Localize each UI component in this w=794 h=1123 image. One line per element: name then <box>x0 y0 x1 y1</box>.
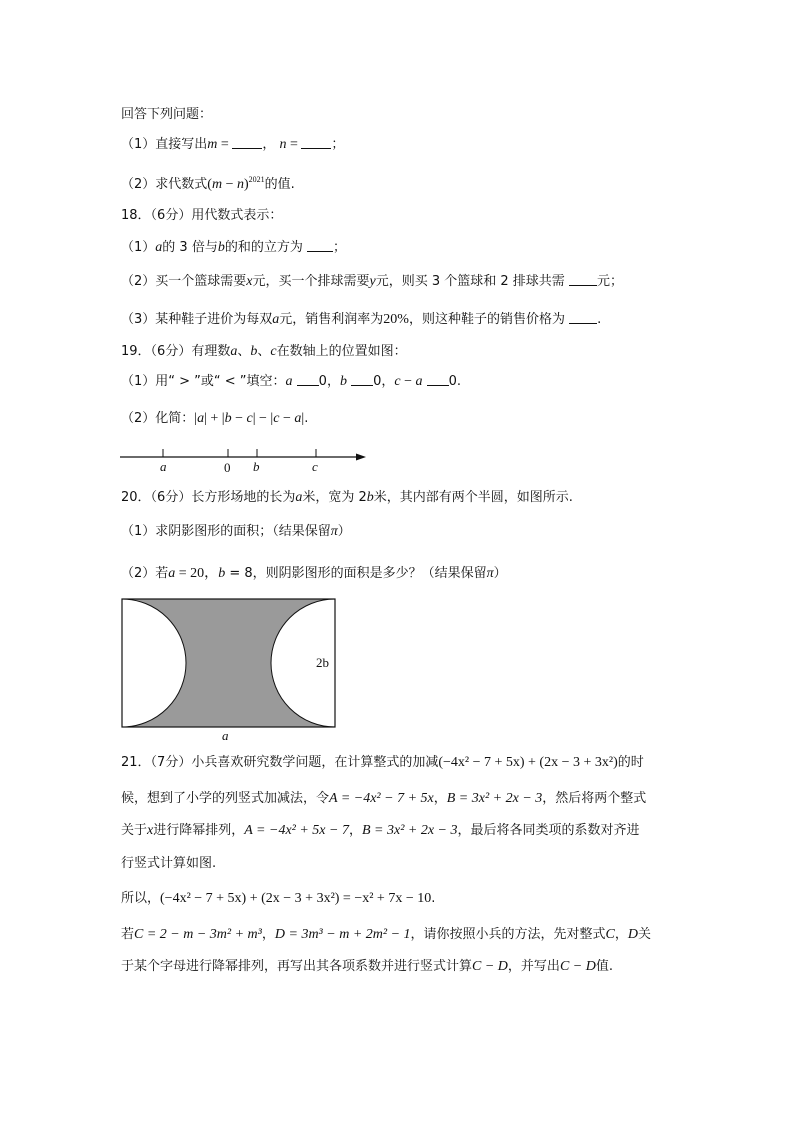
number-line <box>118 444 370 478</box>
q21-line1: 21．（7分）小兵喜欢研究数学问题，在计算整式的加减(−4x² − 7 + 5x) + (2x − 3 + 3x²)的时 <box>121 755 644 770</box>
answer-blank[interactable] <box>232 136 262 149</box>
q19-part1: （1）用“ > ”或“ < ”填空：a 0，b 0，c − a 0. <box>121 374 462 389</box>
label-a: a <box>160 459 167 474</box>
q21-line3: 关于x进行降幂排列，A = −4x² + 5x − 7，B = 3x² + 2x − 3，最后将各同类项的系数对齐进 <box>121 823 640 838</box>
answer-blank[interactable] <box>569 311 597 324</box>
answer-blank[interactable] <box>297 373 319 386</box>
intro-text: 回答下列问题： <box>121 107 213 122</box>
q18-part3: （3）某种鞋子进价为每双a元，销售利润率为20%，则这种鞋子的销售价格为 . <box>121 312 602 327</box>
q20-part2: （2）若a = 20，b = 8，则阴影图形的面积是多少？（结果保留π） <box>121 566 507 581</box>
q21-line7: 于某个字母进行降幂排列，再写出其各项系数并进行竖式计算C − D，并写出C − D值. <box>121 959 613 974</box>
q18-part2: （2）买一个篮球需要x元，买一个排球需要y元，则买 3 个篮球和 2 排球共需 元； <box>121 274 623 289</box>
q18-part1: （1）a的 3 倍与b的和的立方为 ； <box>121 240 346 255</box>
rectangle-figure <box>120 597 342 745</box>
answer-blank[interactable] <box>427 373 449 386</box>
q17-part2: （2）求代数式$(m - n)^{2021}$的值. <box>121 175 295 192</box>
q21-line4: 行竖式计算如图. <box>121 856 217 871</box>
answer-blank[interactable] <box>351 373 373 386</box>
q21-line6: 若C = 2 − m − 3m² + m³，D = 3m³ − m + 2m² − 1，请你按照小兵的方法，先对整式C，D关 <box>121 927 652 942</box>
answer-blank[interactable] <box>569 273 597 286</box>
q20-part1: （1）求阴影图形的面积；（结果保留π） <box>121 524 351 539</box>
q21-line5: 所以，(−4x² − 7 + 5x) + (2x − 3 + 3x²) = −x² + 7x − 10. <box>121 891 436 906</box>
label-c: c <box>312 459 318 474</box>
q17-part1: （1）直接写出m = ， n = ； <box>121 137 345 152</box>
q21-line2: 候，想到了小学的列竖式加减法，令A = −4x² − 7 + 5x，B = 3x² + 2x − 3，然后将两个整式 <box>121 791 647 806</box>
answer-blank[interactable] <box>307 239 333 252</box>
width-label: 2b <box>316 655 329 670</box>
label-b: b <box>253 459 260 474</box>
answer-blank[interactable] <box>301 136 331 149</box>
label-0: 0 <box>224 460 231 475</box>
number-line-arrow <box>356 454 366 461</box>
shaded-region <box>122 599 335 727</box>
q18-heading: 18．（6分）用代数式表示： <box>121 208 283 223</box>
q19-part2: （2）化简：|a| + |b − c| − |c − a|. <box>121 411 309 426</box>
q20-heading: 20．（6分）长方形场地的长为a米，宽为 2b米，其内部有两个半圆，如图所示. <box>121 490 573 505</box>
length-label: a <box>222 728 229 743</box>
q19-heading: 19．（6分）有理数a、b、c在数轴上的位置如图： <box>121 344 407 359</box>
